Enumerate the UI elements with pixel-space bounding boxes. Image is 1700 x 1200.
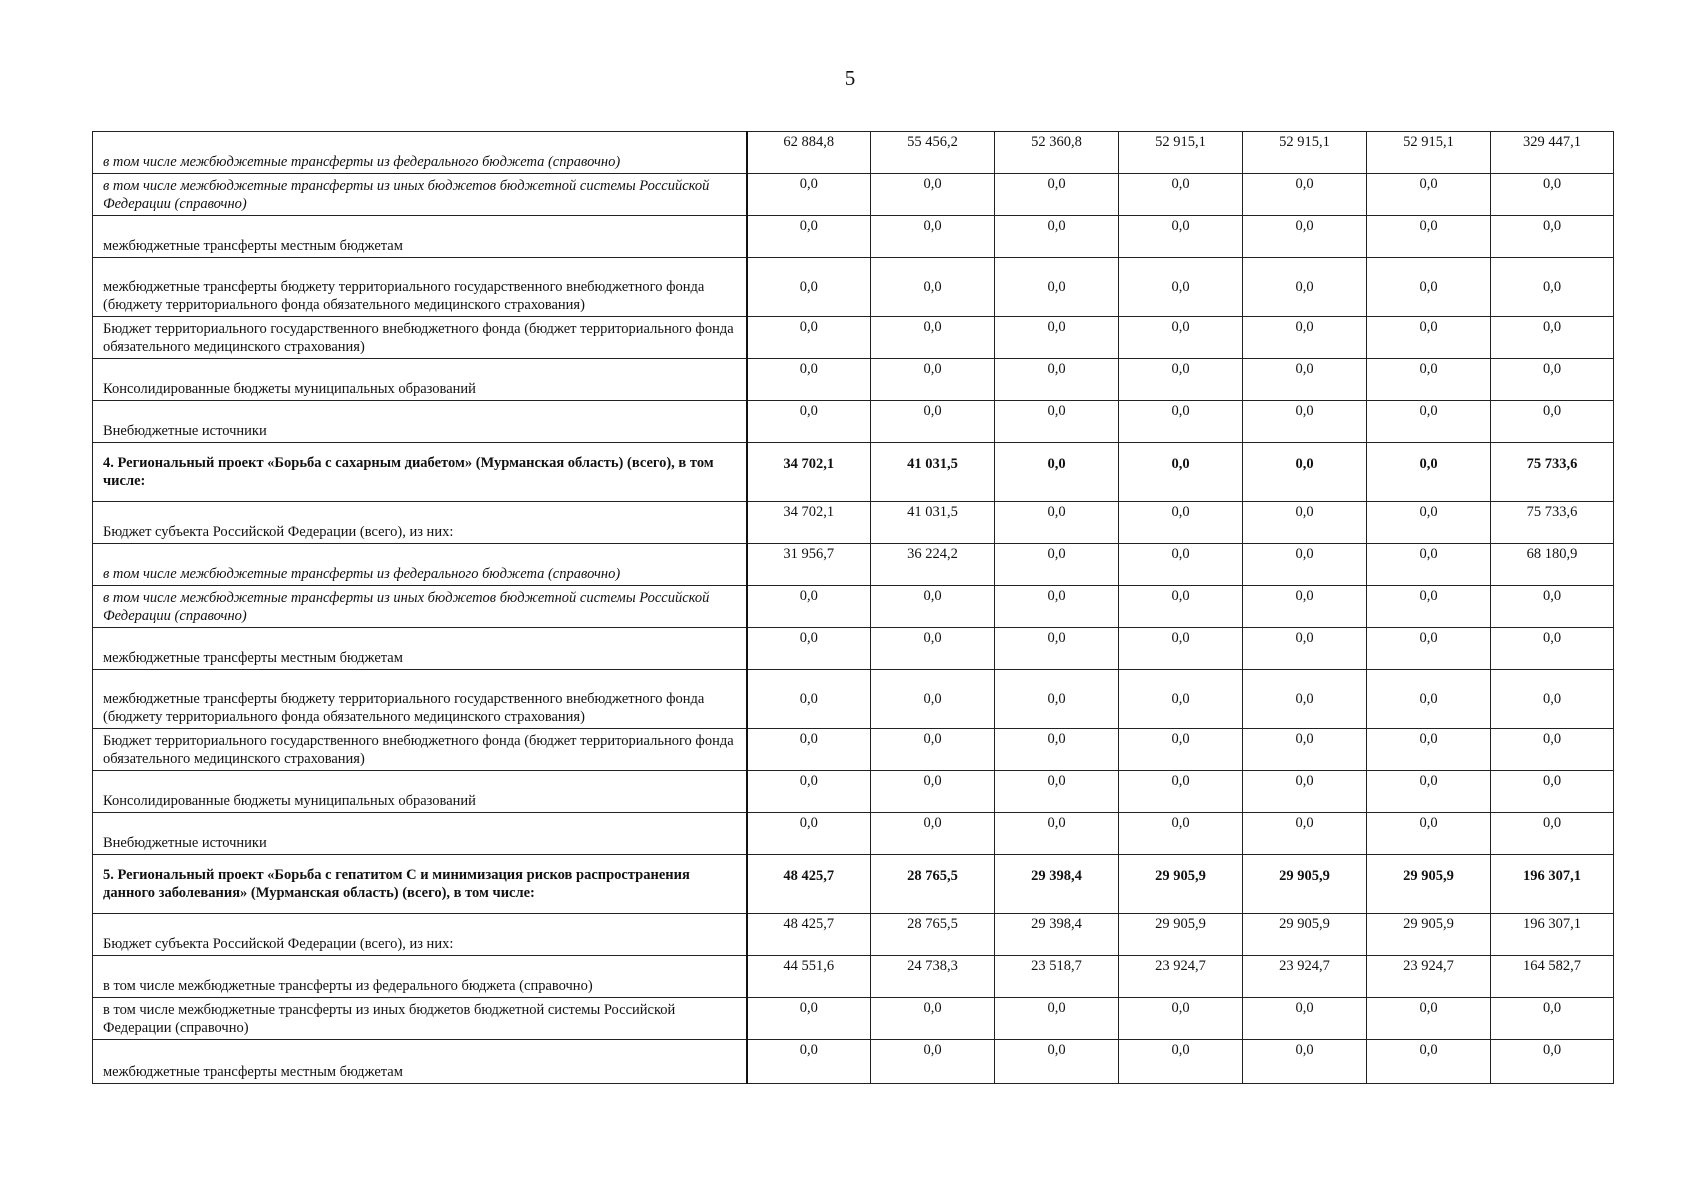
value-cell: 0,0 [747,317,871,359]
value-cell: 23 924,7 [1367,956,1491,998]
value-cell: 0,0 [1243,729,1367,771]
value-cell: 0,0 [995,813,1119,855]
value-cell: 0,0 [1367,998,1491,1040]
table-row [93,174,1614,216]
table-row [93,670,1614,729]
value-cell: 29 398,4 [995,914,1119,956]
value-cell: 0,0 [1491,317,1614,359]
value-cell: 0,0 [1119,813,1243,855]
value-cell: 0,0 [995,670,1119,729]
value-cell: 0,0 [1491,401,1614,443]
table-row [93,502,1614,544]
value-cell: 41 031,5 [871,443,995,502]
value-cell: 0,0 [1243,998,1367,1040]
value-cell: 0,0 [871,359,995,401]
value-cell: 0,0 [995,998,1119,1040]
row-label: 4. Региональный проект «Борьба с сахарным диабетом» (Мурманская область) (всего), в том числе: [93,443,747,502]
value-cell: 0,0 [1367,628,1491,670]
value-cell: 0,0 [1491,771,1614,813]
table-row [93,586,1614,628]
value-cell: 0,0 [1119,216,1243,258]
value-cell: 75 733,6 [1491,443,1614,502]
value-cell: 0,0 [1367,443,1491,502]
page-number: 5 [844,66,856,90]
table-row [93,544,1614,586]
row-label: 5. Региональный проект «Борьба с гепатитом С и минимизация рисков распространения данного заболевания» (Мурманская область) (всего), в том числе: [93,855,747,914]
value-cell: 0,0 [747,998,871,1040]
budget-table [92,131,1614,1084]
section-header-row [93,855,1614,914]
value-cell: 0,0 [1119,998,1243,1040]
value-cell: 0,0 [1243,1040,1367,1084]
value-cell: 48 425,7 [747,855,871,914]
value-cell: 0,0 [1367,502,1491,544]
value-cell: 29 905,9 [1119,855,1243,914]
value-cell: 31 956,7 [747,544,871,586]
value-cell: 23 518,7 [995,956,1119,998]
value-cell: 0,0 [1119,729,1243,771]
value-cell: 164 582,7 [1491,956,1614,998]
row-label: межбюджетные трансферты местным бюджетам [93,1040,747,1084]
value-cell: 0,0 [1367,258,1491,317]
row-label: межбюджетные трансферты местным бюджетам [93,628,747,670]
value-cell: 0,0 [1243,401,1367,443]
value-cell: 0,0 [1119,771,1243,813]
value-cell: 0,0 [747,813,871,855]
value-cell: 0,0 [1119,502,1243,544]
value-cell: 28 765,5 [871,855,995,914]
value-cell: 0,0 [1243,359,1367,401]
table-row [93,132,1614,174]
value-cell: 196 307,1 [1491,855,1614,914]
value-cell: 0,0 [1367,1040,1491,1084]
value-cell: 29 905,9 [1367,855,1491,914]
table-row [93,771,1614,813]
value-cell: 52 915,1 [1119,132,1243,174]
row-label: Бюджет территориального государственного внебюджетного фонда (бюджет территориального фонда обязательного медицинского страхования) [93,317,747,359]
value-cell: 0,0 [747,174,871,216]
value-cell: 0,0 [995,729,1119,771]
value-cell: 0,0 [1491,813,1614,855]
row-label: в том числе межбюджетные трансферты из федерального бюджета (справочно) [93,544,747,586]
section-header-row [93,443,1614,502]
value-cell: 0,0 [1491,258,1614,317]
value-cell: 0,0 [1367,216,1491,258]
value-cell: 0,0 [995,544,1119,586]
value-cell: 0,0 [871,729,995,771]
value-cell: 24 738,3 [871,956,995,998]
value-cell: 0,0 [1119,401,1243,443]
table-row [93,216,1614,258]
value-cell: 196 307,1 [1491,914,1614,956]
value-cell: 0,0 [1491,359,1614,401]
value-cell: 0,0 [871,628,995,670]
table-row [93,359,1614,401]
table-row [93,729,1614,771]
value-cell: 0,0 [1367,544,1491,586]
value-cell: 0,0 [1491,670,1614,729]
value-cell: 0,0 [1367,401,1491,443]
value-cell: 0,0 [995,359,1119,401]
value-cell: 0,0 [1491,628,1614,670]
value-cell: 0,0 [1367,359,1491,401]
value-cell: 0,0 [871,998,995,1040]
row-label: в том числе межбюджетные трансферты из федерального бюджета (справочно) [93,132,747,174]
value-cell: 0,0 [747,216,871,258]
value-cell: 28 765,5 [871,914,995,956]
value-cell: 29 905,9 [1243,914,1367,956]
value-cell: 0,0 [1491,729,1614,771]
value-cell: 29 905,9 [1243,855,1367,914]
value-cell: 34 702,1 [747,443,871,502]
value-cell: 0,0 [871,1040,995,1084]
value-cell: 0,0 [995,771,1119,813]
value-cell: 0,0 [1243,670,1367,729]
value-cell: 0,0 [1119,443,1243,502]
value-cell: 68 180,9 [1491,544,1614,586]
value-cell: 0,0 [1119,670,1243,729]
row-label: Внебюджетные источники [93,401,747,443]
value-cell: 0,0 [747,1040,871,1084]
value-cell: 0,0 [871,813,995,855]
value-cell: 29 905,9 [1367,914,1491,956]
value-cell: 34 702,1 [747,502,871,544]
value-cell: 41 031,5 [871,502,995,544]
value-cell: 0,0 [871,258,995,317]
value-cell: 0,0 [871,401,995,443]
value-cell: 0,0 [1243,443,1367,502]
value-cell: 0,0 [1243,544,1367,586]
table-row [93,1040,1614,1084]
row-label: межбюджетные трансферты местным бюджетам [93,216,747,258]
value-cell: 29 905,9 [1119,914,1243,956]
value-cell: 0,0 [1119,317,1243,359]
value-cell: 0,0 [747,401,871,443]
value-cell: 0,0 [995,216,1119,258]
table-row [93,914,1614,956]
value-cell: 0,0 [1119,174,1243,216]
table-row [93,998,1614,1040]
value-cell: 0,0 [1119,359,1243,401]
row-label: Внебюджетные источники [93,813,747,855]
value-cell: 0,0 [871,216,995,258]
row-label: в том числе межбюджетные трансферты из иных бюджетов бюджетной системы Российской Федерации (справочно) [93,174,747,216]
budget-table-body [93,132,1614,1084]
table-row [93,401,1614,443]
value-cell: 0,0 [1367,670,1491,729]
row-label: межбюджетные трансферты бюджету территориального государственного внебюджетного фонда (бюджету территориального фонда обязательного медицинского страхования) [93,258,747,317]
value-cell: 0,0 [871,586,995,628]
value-cell: 0,0 [1243,174,1367,216]
table-row [93,813,1614,855]
value-cell: 23 924,7 [1119,956,1243,998]
value-cell: 62 884,8 [747,132,871,174]
value-cell: 0,0 [1367,813,1491,855]
table-row [93,258,1614,317]
value-cell: 0,0 [1243,771,1367,813]
value-cell: 0,0 [995,443,1119,502]
value-cell: 0,0 [995,258,1119,317]
value-cell: 0,0 [871,670,995,729]
value-cell: 0,0 [747,628,871,670]
value-cell: 0,0 [1119,628,1243,670]
value-cell: 0,0 [747,359,871,401]
value-cell: 0,0 [995,1040,1119,1084]
value-cell: 0,0 [995,401,1119,443]
value-cell: 29 398,4 [995,855,1119,914]
value-cell: 55 456,2 [871,132,995,174]
value-cell: 0,0 [871,771,995,813]
table-row [93,317,1614,359]
row-label: в том числе межбюджетные трансферты из иных бюджетов бюджетной системы Российской Федерации (справочно) [93,586,747,628]
value-cell: 0,0 [1119,586,1243,628]
value-cell: 52 360,8 [995,132,1119,174]
value-cell: 0,0 [995,586,1119,628]
value-cell: 0,0 [1243,586,1367,628]
value-cell: 0,0 [747,729,871,771]
value-cell: 0,0 [995,174,1119,216]
value-cell: 0,0 [1491,1040,1614,1084]
value-cell: 75 733,6 [1491,502,1614,544]
row-label: в том числе межбюджетные трансферты из федерального бюджета (справочно) [93,956,747,998]
value-cell: 0,0 [995,628,1119,670]
row-label: Бюджет территориального государственного внебюджетного фонда (бюджет территориального фонда обязательного медицинского страхования) [93,729,747,771]
value-cell: 0,0 [747,586,871,628]
value-cell: 0,0 [995,317,1119,359]
row-label: Бюджет субъекта Российской Федерации (всего), из них: [93,502,747,544]
value-cell: 0,0 [1367,174,1491,216]
row-label: Бюджет субъекта Российской Федерации (всего), из них: [93,914,747,956]
row-label: Консолидированные бюджеты муниципальных образований [93,359,747,401]
value-cell: 0,0 [1491,998,1614,1040]
value-cell: 0,0 [1243,317,1367,359]
value-cell: 0,0 [747,258,871,317]
value-cell: 0,0 [1119,258,1243,317]
value-cell: 0,0 [747,670,871,729]
value-cell: 44 551,6 [747,956,871,998]
value-cell: 0,0 [1243,628,1367,670]
row-label: межбюджетные трансферты бюджету территориального государственного внебюджетного фонда (бюджету территориального фонда обязательного медицинского страхования) [93,670,747,729]
value-cell: 23 924,7 [1243,956,1367,998]
value-cell: 329 447,1 [1491,132,1614,174]
value-cell: 36 224,2 [871,544,995,586]
value-cell: 0,0 [1367,729,1491,771]
value-cell: 52 915,1 [1243,132,1367,174]
value-cell: 0,0 [1119,1040,1243,1084]
row-label: в том числе межбюджетные трансферты из иных бюджетов бюджетной системы Российской Федерации (справочно) [93,998,747,1040]
value-cell: 0,0 [1119,544,1243,586]
value-cell: 48 425,7 [747,914,871,956]
value-cell: 0,0 [1243,502,1367,544]
value-cell: 0,0 [1491,586,1614,628]
value-cell: 0,0 [871,174,995,216]
table-row [93,628,1614,670]
value-cell: 0,0 [1243,216,1367,258]
value-cell: 0,0 [1243,813,1367,855]
table-row [93,956,1614,998]
value-cell: 0,0 [1367,317,1491,359]
row-label: Консолидированные бюджеты муниципальных образований [93,771,747,813]
value-cell: 0,0 [1491,216,1614,258]
value-cell: 52 915,1 [1367,132,1491,174]
value-cell: 0,0 [747,771,871,813]
value-cell: 0,0 [1243,258,1367,317]
value-cell: 0,0 [995,502,1119,544]
value-cell: 0,0 [1367,586,1491,628]
value-cell: 0,0 [871,317,995,359]
value-cell: 0,0 [1491,174,1614,216]
value-cell: 0,0 [1367,771,1491,813]
